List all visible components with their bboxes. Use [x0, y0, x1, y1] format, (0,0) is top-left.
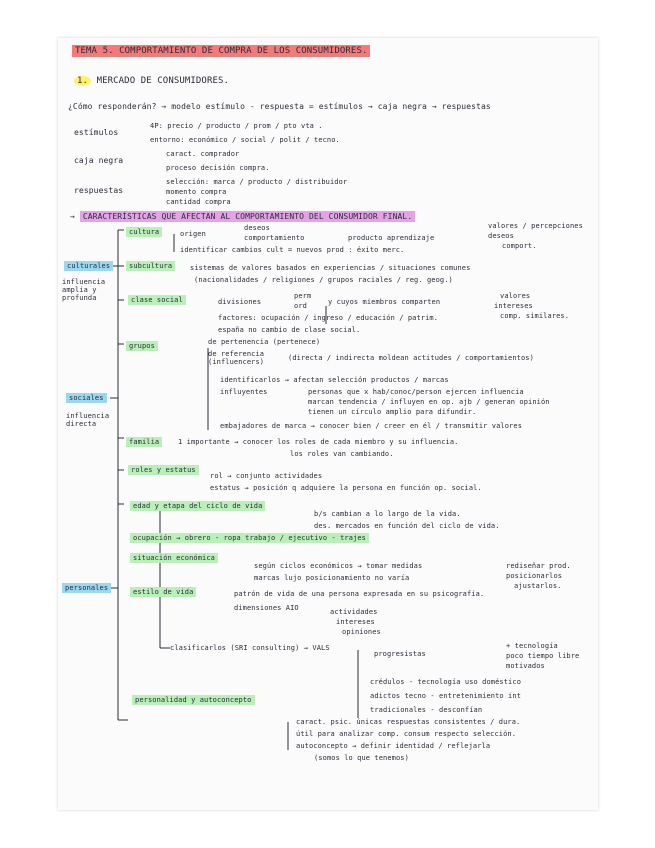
- vals-adictos: adictos tecno - entretenimiento int: [370, 692, 522, 700]
- progresistas-3: motivados: [506, 662, 545, 670]
- cultura-comportamiento: comportamiento: [244, 234, 305, 242]
- caja-negra-item-2: proceso decisión compra.: [166, 164, 270, 172]
- clase-perm: perm: [294, 292, 312, 300]
- personalidad-4: (somos lo que tenemos): [314, 754, 409, 762]
- ocupacion-line: ocupación → obrero - ropa trabajo / ejecutivo - trajes: [130, 534, 369, 542]
- clase-ord: ord: [294, 302, 307, 310]
- situacion-medida-3: ajustarlos.: [514, 582, 562, 590]
- estilo-intereses: intereses: [336, 618, 375, 626]
- personales-label: personales: [62, 583, 111, 593]
- estimulos-item-2: entorno: económico / social / polit / tecno.: [150, 136, 340, 144]
- clase-social-label: clase social: [128, 295, 186, 305]
- clase-valor-2: intereses: [494, 302, 533, 310]
- grupos-pertenencia: de pertenencia (pertenece): [208, 338, 321, 346]
- respuestas-label: respuestas: [74, 186, 124, 195]
- estilo-patron: patrón de vida de una persona expresada en su psicografía.: [234, 590, 485, 598]
- grupos-influencers: (influencers): [208, 358, 265, 366]
- personalidad-label: personalidad y autoconcepto: [132, 695, 255, 705]
- subcultura-label: subcultura: [126, 261, 175, 271]
- section-number: 1.: [74, 76, 91, 86]
- situacion-medida-1: rediseñar prod.: [506, 562, 571, 570]
- factors-title: CARACTERÍSTICAS QUE AFECTAN AL COMPORTAMIENTO DEL CONSUMIDOR FINAL.: [80, 211, 415, 222]
- roles-label: roles y estatus: [128, 465, 199, 475]
- clase-valor-3: comp. similares.: [500, 312, 570, 320]
- clase-espana: españa no cambio de clase social.: [218, 326, 361, 334]
- grupos-identificar: identificarlos → afectan selección productos / marcas: [220, 376, 449, 384]
- clase-factores: factores: ocupación / ingreso / educación / patrim.: [218, 314, 439, 322]
- estimulos-item-1: 4P: precio / producto / prom / pto vta .: [150, 122, 323, 130]
- vals-tradicionales: tradicionales - desconfían: [370, 706, 483, 714]
- subcultura-line-2: (nacionalidades / religiones / grupos raciales / reg. geog.): [194, 276, 453, 284]
- page-title: TEMA 5. COMPORTAMIENTO DE COMPRA DE LOS CONSUMIDORES.: [72, 45, 370, 57]
- culturales-label: culturales: [64, 261, 113, 271]
- grupos-embajadores: embajadores de marca → conocer bien / creer en él / transmitir valores: [220, 422, 523, 430]
- grupos-influyentes: influyentes: [220, 388, 268, 396]
- estilo-aio: dimensiones AIO: [234, 604, 299, 612]
- cultura-origen: origen: [180, 230, 206, 238]
- familia-label: familia: [126, 437, 162, 447]
- arrow-icon: →: [70, 212, 75, 221]
- respuestas-item-1: selección: marca / producto / distribuidor: [166, 178, 348, 186]
- familia-importante: importante → conocer los roles de cada miembro y su influencia.: [186, 438, 459, 446]
- progresistas-1: + tecnología: [506, 642, 558, 650]
- notes-sheet: [58, 38, 598, 810]
- cultura-deseos: deseos: [244, 224, 270, 232]
- influyentes-1: personas que x hab/conoc/person ejercen influencia: [308, 388, 524, 396]
- cultura-producto: producto aprendizaje: [348, 234, 435, 242]
- sociales-sub: influencia directa: [66, 412, 110, 428]
- clase-valor-1: valores: [500, 292, 531, 300]
- influyentes-2: marcan tendencia / influyen en op. ajb / generan opinión: [308, 398, 550, 406]
- cultura-identificar: identificar cambios cult = nuevos prod : éxito merc.: [180, 246, 405, 254]
- clase-miembros: y cuyos miembros comparten: [328, 298, 441, 306]
- edad-2: des. mercados en función del ciclo de vida.: [314, 522, 500, 530]
- situacion-1: según ciclos económicos → tomar medidas: [254, 562, 423, 570]
- grupos-referencia-desc: (directa / indirecta moldean actitudes / comportamientos): [288, 354, 534, 362]
- clase-divisiones: divisiones: [218, 298, 262, 306]
- roles-estatus: estatus → posición q adquiere la persona en función op. social.: [210, 484, 482, 492]
- edad-label: edad y etapa del ciclo de vida: [130, 501, 265, 511]
- respuestas-item-2: momento compra: [166, 188, 227, 196]
- edad-1: b/s cambian a lo largo de la vida.: [314, 510, 461, 518]
- familia-number: 1: [178, 438, 183, 446]
- estilo-actividades: actividades: [330, 608, 378, 616]
- section-title: MERCADO DE CONSUMIDORES.: [96, 76, 230, 86]
- personalidad-2: útil para analizar comp. consum respecto selección.: [296, 730, 517, 738]
- situacion-label: situación económica: [130, 553, 218, 563]
- vals-progresistas: progresistas: [374, 650, 426, 658]
- caja-negra-label: caja negra: [74, 156, 124, 165]
- estilo-label: estilo de vida: [130, 587, 196, 597]
- progresistas-2: poco tiempo libre: [506, 652, 580, 660]
- situacion-medida-2: posicionarlos: [506, 572, 563, 580]
- personalidad-1: caract. psic. únicas respuestas consistentes / dura.: [296, 718, 521, 726]
- influyentes-3: tienen un círculo amplio para difundir.: [308, 408, 477, 416]
- personalidad-3: autoconcepto → definir identidad / reflejarla: [296, 742, 491, 750]
- estilo-opiniones: opiniones: [342, 628, 381, 636]
- cultura-valor-1: valores / percepciones: [488, 222, 583, 230]
- caja-negra-item-1: caract. comprador: [166, 150, 240, 158]
- grupos-label: grupos: [126, 341, 158, 351]
- vals-creduIos: crédulos - tecnología uso doméstico: [370, 678, 522, 686]
- roles-rol: rol → conjunto actividades: [210, 472, 323, 480]
- cultura-label: cultura: [126, 227, 162, 237]
- estimulos-label: estímulos: [74, 128, 119, 137]
- situacion-2: marcas lujo posicionamiento no varía: [254, 574, 410, 582]
- cultura-valor-3: comport.: [502, 242, 537, 250]
- cultura-valor-2: deseos: [488, 232, 514, 240]
- familia-roles: los roles van cambiando.: [290, 450, 394, 458]
- respuestas-item-3: cantidad compra: [166, 198, 231, 206]
- subcultura-line-1: sistemas de valores basados en experiencias / situaciones comunes: [190, 264, 471, 272]
- grupos-referencia: de referencia: [208, 350, 265, 358]
- sociales-label: sociales: [66, 393, 107, 403]
- estilo-clasificarlos: clasificarlos (SRI consulting) → VALS: [170, 644, 330, 652]
- culturales-sub: influencia amplia y profunda: [62, 278, 106, 302]
- stimulus-response-line: ¿Cómo responderán? → modelo estímulo - respuesta = estímulos → caja negra → respuestas: [68, 102, 491, 111]
